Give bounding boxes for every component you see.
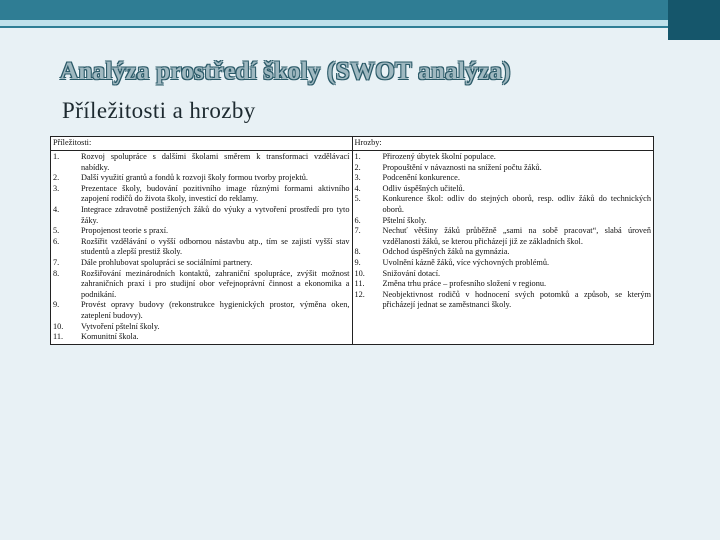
banner-accent-stripe	[0, 20, 720, 26]
opportunity-item	[53, 184, 350, 205]
threat-item-number: 6.	[354, 215, 361, 225]
threat-item-number: 3.	[354, 173, 361, 183]
opportunity-item-number: 6.	[53, 236, 60, 246]
opportunity-item-text: Prezentace školy, budování pozitivního image různými formami aktivního zapojení rodičů do života školy, investicí do reklamy.	[81, 183, 350, 204]
opportunity-item-number: 9.	[53, 300, 60, 310]
opportunity-item	[53, 269, 350, 301]
threat-item-text: Přirozený úbytek školní populace.	[382, 152, 496, 161]
threat-item-text: Nechuť většiny žáků průběžně „sami na sobě pracovat“, slabá úroveň vzdělanosti žáků, se kterou přicházejí již ze základních škol.	[382, 226, 651, 246]
table-body-row	[51, 151, 654, 345]
threat-item	[355, 290, 652, 311]
threat-item	[355, 247, 652, 258]
threat-item-number: 12.	[354, 289, 365, 299]
opportunity-item-text: Rozšiřování mezinárodních kontaktů, zahraniční spolupráce, zvýšit možnost zahraničních praxí i pro studijní obor veřejnoprávní činnost a ekonomika a podnikání.	[81, 268, 350, 299]
threat-item-text: Podcenění konkurence.	[382, 173, 460, 183]
opportunity-item-text: Rozvoj spolupráce s dalšími školami směrem k transformaci vzdělávací nabídky.	[81, 152, 350, 172]
threat-item-number: 2.	[354, 162, 361, 172]
opportunity-item-number: 8.	[53, 268, 60, 278]
top-banner	[0, 0, 720, 28]
threats-list	[355, 152, 652, 311]
opportunity-item	[53, 237, 350, 258]
opportunity-item-number: 3.	[53, 183, 60, 193]
slide-title: Analýza prostředí školy (SWOT analýza)	[60, 58, 511, 85]
threat-item	[355, 258, 652, 269]
opportunity-item-number: 5.	[53, 226, 60, 236]
threat-item-number: 11.	[354, 279, 365, 289]
threat-item-text: Konkurence škol: odliv do stejných oborů, resp. odliv žáků do technických oborů.	[382, 194, 651, 214]
threat-item-number: 8.	[354, 247, 361, 257]
opportunity-item	[53, 226, 350, 237]
threat-item	[355, 184, 652, 195]
threat-item	[355, 152, 652, 163]
threat-item-text: Uvolnění kázně žáků, více výchovných problémů.	[382, 257, 550, 267]
threat-item	[355, 173, 652, 184]
threat-item-number: 7.	[354, 226, 361, 236]
opportunity-item-text: Integrace zdravotně postižených žáků do výuky a vytvoření prostředí pro tyto žáky.	[81, 204, 350, 225]
opportunity-item-number: 4.	[53, 204, 60, 214]
threat-item-text: Změna trhu práce – profesního složení v regionu.	[382, 279, 547, 289]
threat-item-number: 4.	[354, 183, 361, 193]
threat-item-text: Neobjektivnost rodičů v hodnocení svých potomků a způsob, se kterým přicházejí jednat se zaměstnanci školy.	[382, 289, 651, 310]
table-header-row	[51, 137, 654, 151]
opportunity-item-text: Provést opravy budovy (rekonstrukce hygienických prostor, výměna oken, zateplení budovy).	[81, 300, 350, 320]
banner-corner-block	[668, 0, 720, 40]
opportunity-item-text: Rozšířit vzdělávání o vyšší odbornou nástavbu atp., tím se zajistí vyšší stav studentů a zlepší prestiž školy.	[81, 236, 350, 257]
threats-header: Hrozby:	[352, 137, 654, 151]
threat-item-text: Propouštění v návaznosti na snížení počtu žáků.	[382, 162, 542, 172]
threat-item-text: Odliv úspěšných učitelů.	[382, 183, 465, 193]
opportunity-item	[53, 332, 350, 343]
threat-item	[355, 226, 652, 247]
opportunities-cell	[51, 151, 353, 345]
threat-item	[355, 163, 652, 174]
threats-cell	[352, 151, 654, 345]
opportunity-item-text: Komunitní škola.	[81, 332, 139, 342]
opportunity-item	[53, 152, 350, 173]
threat-item-number: 9.	[354, 257, 361, 267]
threat-item-text: Pštelní školy.	[382, 215, 427, 225]
opportunity-item-number: 7.	[53, 257, 60, 267]
opportunity-item-text: Dále prohlubovat spolupráci se sociálními partnery.	[81, 257, 253, 267]
threat-item	[355, 269, 652, 280]
opportunities-list	[53, 152, 350, 343]
opportunity-item-text: Vytvoření pštelní školy.	[81, 321, 160, 331]
threat-item	[355, 279, 652, 290]
opportunity-item	[53, 258, 350, 269]
slide-subtitle: Příležitosti a hrozby	[62, 98, 256, 123]
threat-item-number: 5.	[354, 194, 361, 204]
threat-item-text: Snižování dotací.	[382, 268, 441, 278]
opportunities-header: Příležitosti:	[51, 137, 353, 151]
opportunity-item-number: 1.	[53, 152, 60, 161]
threat-item	[355, 216, 652, 227]
threat-item-text: Odchod úspěšných žáků na gymnázia.	[382, 247, 510, 257]
opportunity-item	[53, 205, 350, 226]
threat-item	[355, 194, 652, 215]
swot-table	[50, 136, 654, 345]
opportunity-item-text: Další využití grantů a fondů k rozvoji školy formou tvorby projektů.	[81, 173, 308, 183]
opportunity-item-text: Propojenost teorie s praxí.	[81, 226, 169, 236]
opportunity-item	[53, 173, 350, 184]
threat-item-number: 1.	[354, 152, 361, 161]
opportunity-item-number: 2.	[53, 173, 60, 183]
opportunity-item	[53, 300, 350, 321]
opportunity-item	[53, 322, 350, 333]
opportunity-item-number: 10.	[53, 321, 64, 331]
threat-item-number: 10.	[354, 268, 365, 278]
opportunity-item-number: 11.	[53, 332, 64, 342]
